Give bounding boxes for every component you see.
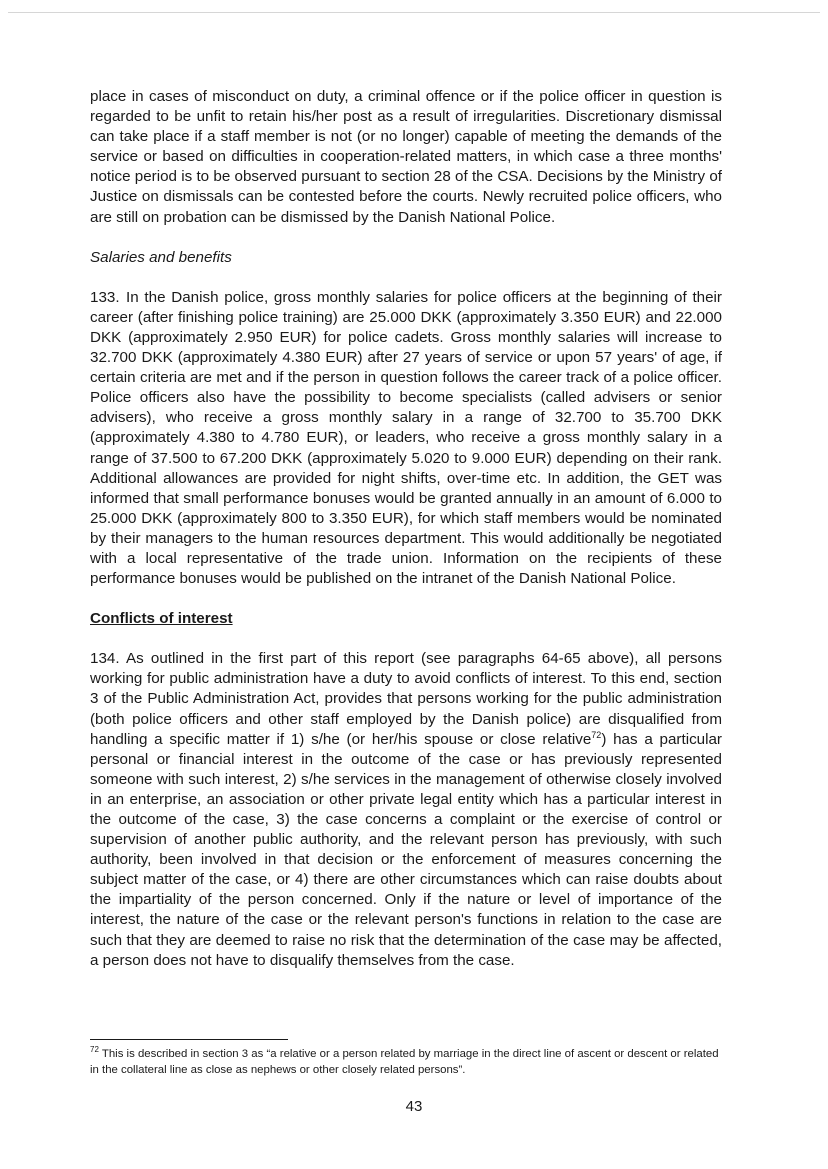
paragraph-number: 134.: [90, 650, 120, 668]
paragraph-text-continued: ) has a particular personal or financial interest in the outcome of the case or has previously represented someone with such interest, 2) s/he services in the management of otherwise closely involved in an enterprise, an association or other private legal entity which has a particular interest in the outcome of the case, 3) the case concerns a complaint or the exercise of control or supervision of another public authority, and the relevant person has previously, with such authority, been involved in that decision or the enforcement of measures concerning the subject matter of the case, or 4) there are other circumstances which can raise doubts about the impartiality of the person concerned. Only if the nature or level of importance of the interest, the nature of the case or the relevant person's functions in relation to the case are such that they are deemed to raise no risk that the determination of the case may be affected, a person does not have to disqualify themselves from the case.: [90, 730, 722, 969]
paragraph-133: [90, 288, 722, 589]
body-text: [90, 87, 722, 971]
footnote-reference: 72: [591, 729, 602, 740]
page-number: 43: [405, 1098, 423, 1115]
footnote-text: This is described in section 3 as “a relative or a person related by marriage in the direct line of ascent or descent or related in the collateral line as close as nephews or other closely related persons”.: [90, 1048, 719, 1076]
intro-paragraph: place in cases of misconduct on duty, a criminal offence or if the police officer in question is regarded to be unfit to retain his/her post as a result of irregularities. Discretionary dismissal can take place if a staff member is not (or no longer) capable of meeting the demands of the service or based on difficulties in cooperation-related matters, in which case a three months' notice period is to be observed pursuant to section 28 of the CSA. Decisions by the Ministry of Justice on dismissals can be contested before the courts. Newly recruited police officers, who are still on probation can be dismissed by the Danish National Police.: [90, 88, 722, 226]
paragraph-text: In the Danish police, gross monthly salaries for police officers at the beginning of their career (after finishing police training) are 25.000 DKK (approximately 3.350 EUR) and 22.000 DKK (approximately 2.950 EUR) for police cadets. Gross monthly salaries will increase to 32.700 DKK (approximately 4.380 EUR) after 27 years of service or upon 57 years' of age, if certain criteria are met and if the person in question follows the career track of a police officer. Police officers also have the possibility to become specialists (called advisers or senior advisers), who receive a gross monthly salary in a range of 32.700 to 35.700 DKK (approximately 4.380 to 4.780 EUR), or leaders, who receive a gross monthly salary in a range of 37.500 to 67.200 DKK (approximately 5.020 to 9.000 EUR) depending on their rank. Additional allowances are provided for night shifts, over-time etc. In addition, the GET was informed that small performance bonuses would be granted annually in an amount of 6.000 to 25.000 DKK (approximately 800 to 3.350 EUR), for which staff members would be nominated by their managers to the human resources department. This would additionally be negotiated with a local representative of the trade union. Information on the recipients of these performance bonuses would be published on the intranet of the Danish National Police.: [90, 288, 722, 588]
paragraph-134: [90, 649, 722, 971]
heading-conflicts-of-interest: Conflicts of interest: [90, 610, 233, 628]
paragraph-text: As outlined in the first part of this report (see paragraphs 64-65 above), all persons working for public administration have a duty to avoid conflicts of interest. To this end, section 3 of the Public Administration Act, provides that persons working for the public administration (both police officers and other staff employed by the Danish police) are disqualified from handling a specific matter if 1) s/he (or her/his spouse or close relative: [90, 650, 722, 748]
footnote-separator: [90, 1039, 288, 1040]
paragraph-number: 133.: [90, 288, 120, 306]
subheading-salaries: Salaries and benefits: [90, 248, 232, 266]
footnote-number: 72: [90, 1045, 99, 1055]
footnote: [90, 1046, 722, 1078]
top-rule: [8, 12, 820, 13]
